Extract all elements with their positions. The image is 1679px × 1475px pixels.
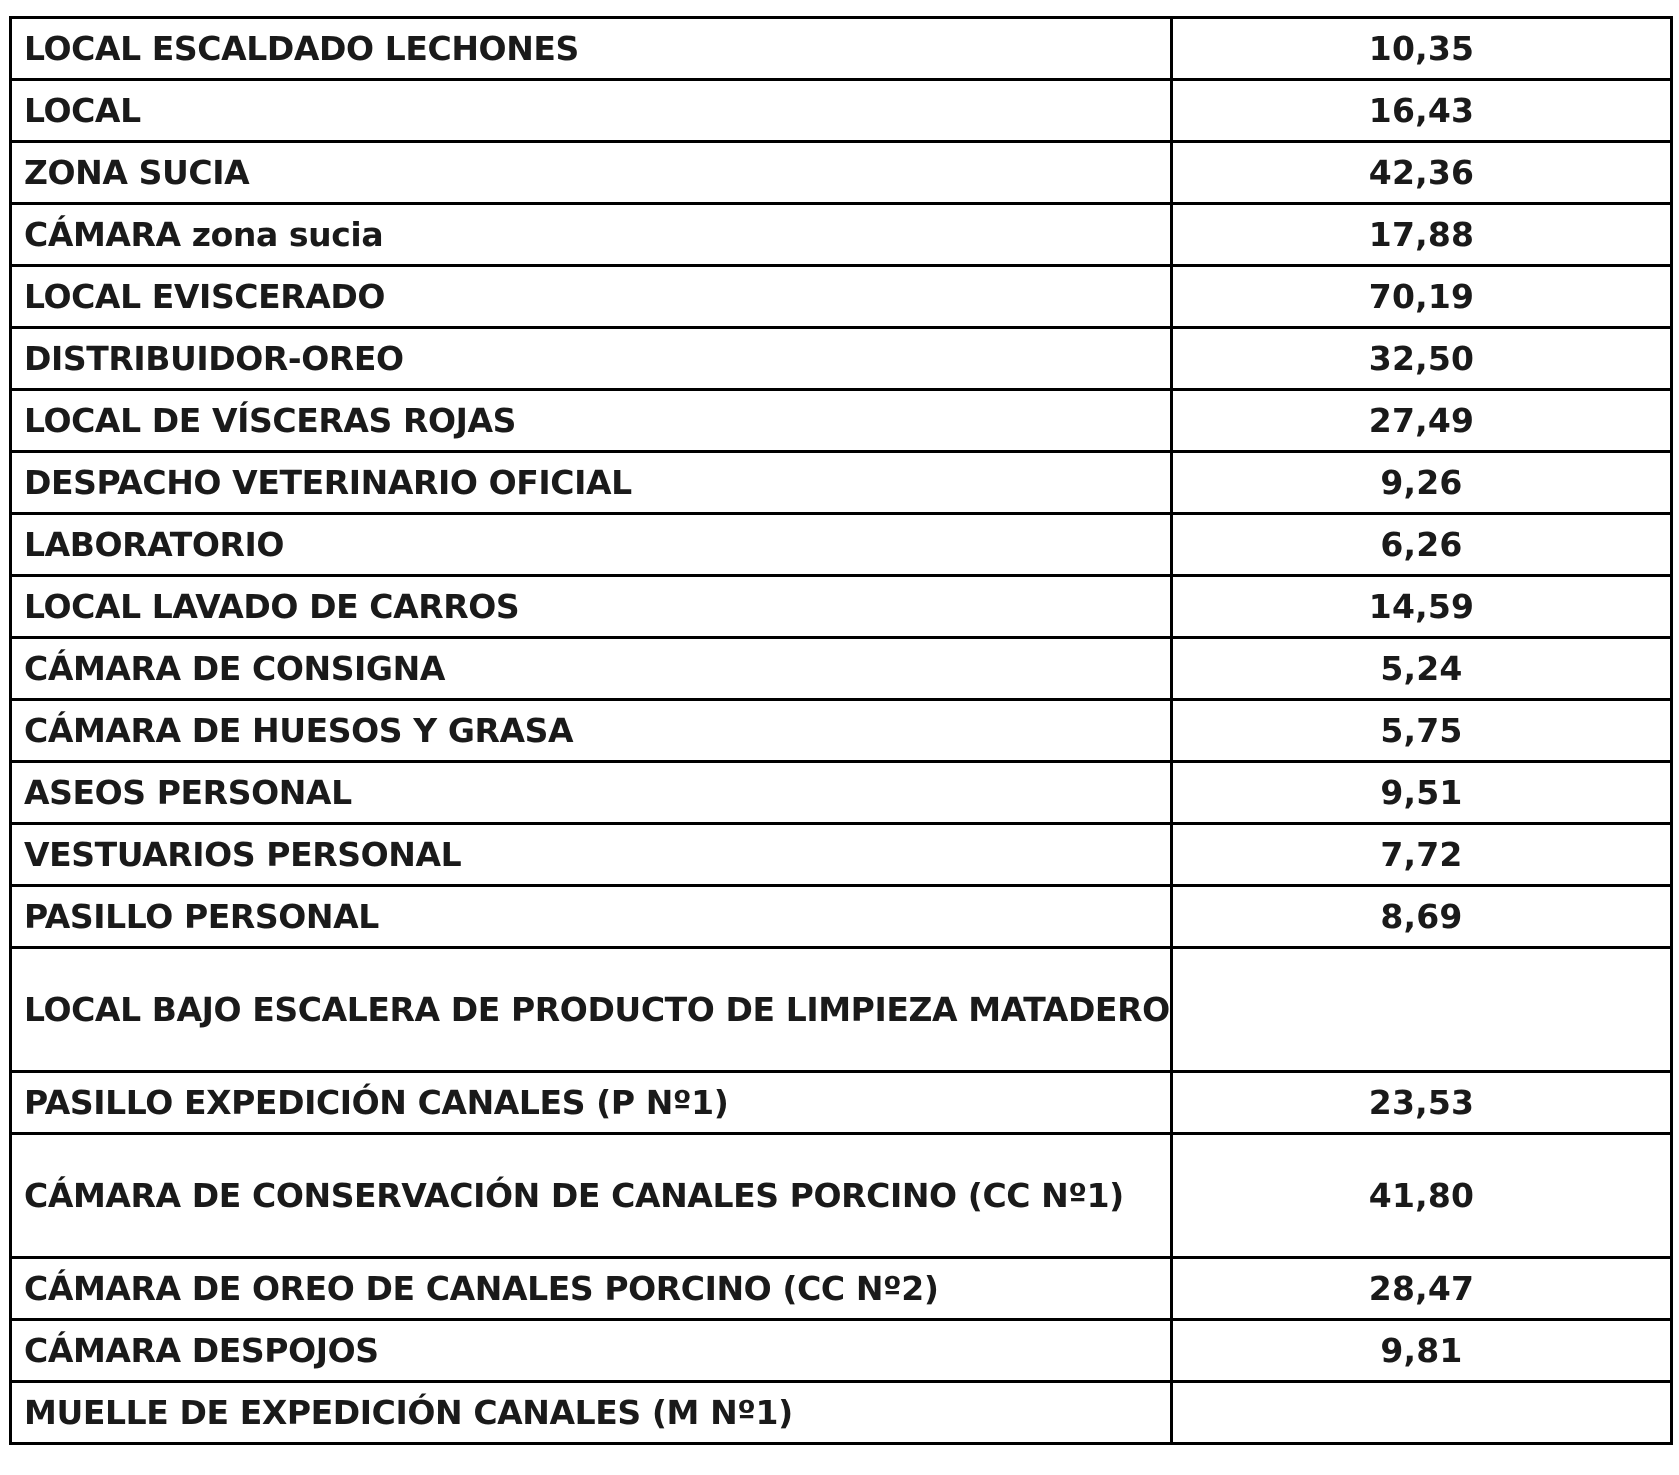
room-name-cell: CÁMARA DESPOJOS xyxy=(11,1320,1172,1382)
area-value-cell: 9,26 xyxy=(1172,452,1672,514)
table-row xyxy=(11,576,1672,638)
area-value-cell: 7,72 xyxy=(1172,824,1672,886)
room-name-cell: MUELLE DE EXPEDICIÓN CANALES (M Nº1) xyxy=(11,1382,1172,1444)
table-row xyxy=(11,328,1672,390)
table-row xyxy=(11,204,1672,266)
table-row xyxy=(11,452,1672,514)
room-name-cell: ZONA SUCIA xyxy=(11,142,1172,204)
room-name-cell: LOCAL EVISCERADO xyxy=(11,266,1172,328)
room-name-cell: CÁMARA DE HUESOS Y GRASA xyxy=(11,700,1172,762)
room-name-cell: CÁMARA DE OREO DE CANALES PORCINO (CC Nº2) xyxy=(11,1258,1172,1320)
area-value-cell: 14,59 xyxy=(1172,576,1672,638)
area-value-cell: 17,88 xyxy=(1172,204,1672,266)
area-value-cell: 32,50 xyxy=(1172,328,1672,390)
table-row xyxy=(11,1258,1672,1320)
room-name-cell: VESTUARIOS PERSONAL xyxy=(11,824,1172,886)
room-name-cell: DISTRIBUIDOR-OREO xyxy=(11,328,1172,390)
table-row xyxy=(11,390,1672,452)
area-value-cell xyxy=(1172,948,1672,1072)
table-row xyxy=(11,948,1672,1072)
table-row xyxy=(11,824,1672,886)
table-row xyxy=(11,886,1672,948)
area-value-cell: 5,75 xyxy=(1172,700,1672,762)
table-row xyxy=(11,266,1672,328)
room-name-cell: LOCAL BAJO ESCALERA DE PRODUCTO DE LIMPIEZA MATADERO xyxy=(11,948,1172,1072)
table-row xyxy=(11,762,1672,824)
area-value-cell: 23,53 xyxy=(1172,1072,1672,1134)
room-name-cell: LOCAL ESCALDADO LECHONES xyxy=(11,18,1172,80)
area-value-cell: 5,24 xyxy=(1172,638,1672,700)
room-name-cell: CÁMARA zona sucia xyxy=(11,204,1172,266)
area-value-cell: 70,19 xyxy=(1172,266,1672,328)
area-value-cell: 9,81 xyxy=(1172,1320,1672,1382)
room-name-cell: LOCAL LAVADO DE CARROS xyxy=(11,576,1172,638)
area-value-cell: 10,35 xyxy=(1172,18,1672,80)
area-value-cell: 6,26 xyxy=(1172,514,1672,576)
area-value-cell: 42,36 xyxy=(1172,142,1672,204)
room-name-cell: CÁMARA DE CONSIGNA xyxy=(11,638,1172,700)
table-row xyxy=(11,1382,1672,1444)
room-name-cell: LOCAL xyxy=(11,80,1172,142)
room-name-cell: CÁMARA DE CONSERVACIÓN DE CANALES PORCINO (CC Nº1) xyxy=(11,1134,1172,1258)
room-name-cell: DESPACHO VETERINARIO OFICIAL xyxy=(11,452,1172,514)
room-name-cell: LABORATORIO xyxy=(11,514,1172,576)
room-name-cell: PASILLO EXPEDICIÓN CANALES (P Nº1) xyxy=(11,1072,1172,1134)
area-value-cell: 16,43 xyxy=(1172,80,1672,142)
table-row xyxy=(11,142,1672,204)
table-row xyxy=(11,18,1672,80)
area-value-cell xyxy=(1172,1382,1672,1444)
area-value-cell: 41,80 xyxy=(1172,1134,1672,1258)
room-name-cell: PASILLO PERSONAL xyxy=(11,886,1172,948)
room-name-cell: ASEOS PERSONAL xyxy=(11,762,1172,824)
area-value-cell: 27,49 xyxy=(1172,390,1672,452)
room-name-cell: LOCAL DE VÍSCERAS ROJAS xyxy=(11,390,1172,452)
area-value-cell: 28,47 xyxy=(1172,1258,1672,1320)
room-area-table xyxy=(9,16,1673,1445)
table-row xyxy=(11,1072,1672,1134)
area-value-cell: 8,69 xyxy=(1172,886,1672,948)
table-row xyxy=(11,700,1672,762)
area-value-cell: 9,51 xyxy=(1172,762,1672,824)
table-row xyxy=(11,80,1672,142)
table-row xyxy=(11,1320,1672,1382)
table-row xyxy=(11,514,1672,576)
table-row xyxy=(11,1134,1672,1258)
table-row xyxy=(11,638,1672,700)
